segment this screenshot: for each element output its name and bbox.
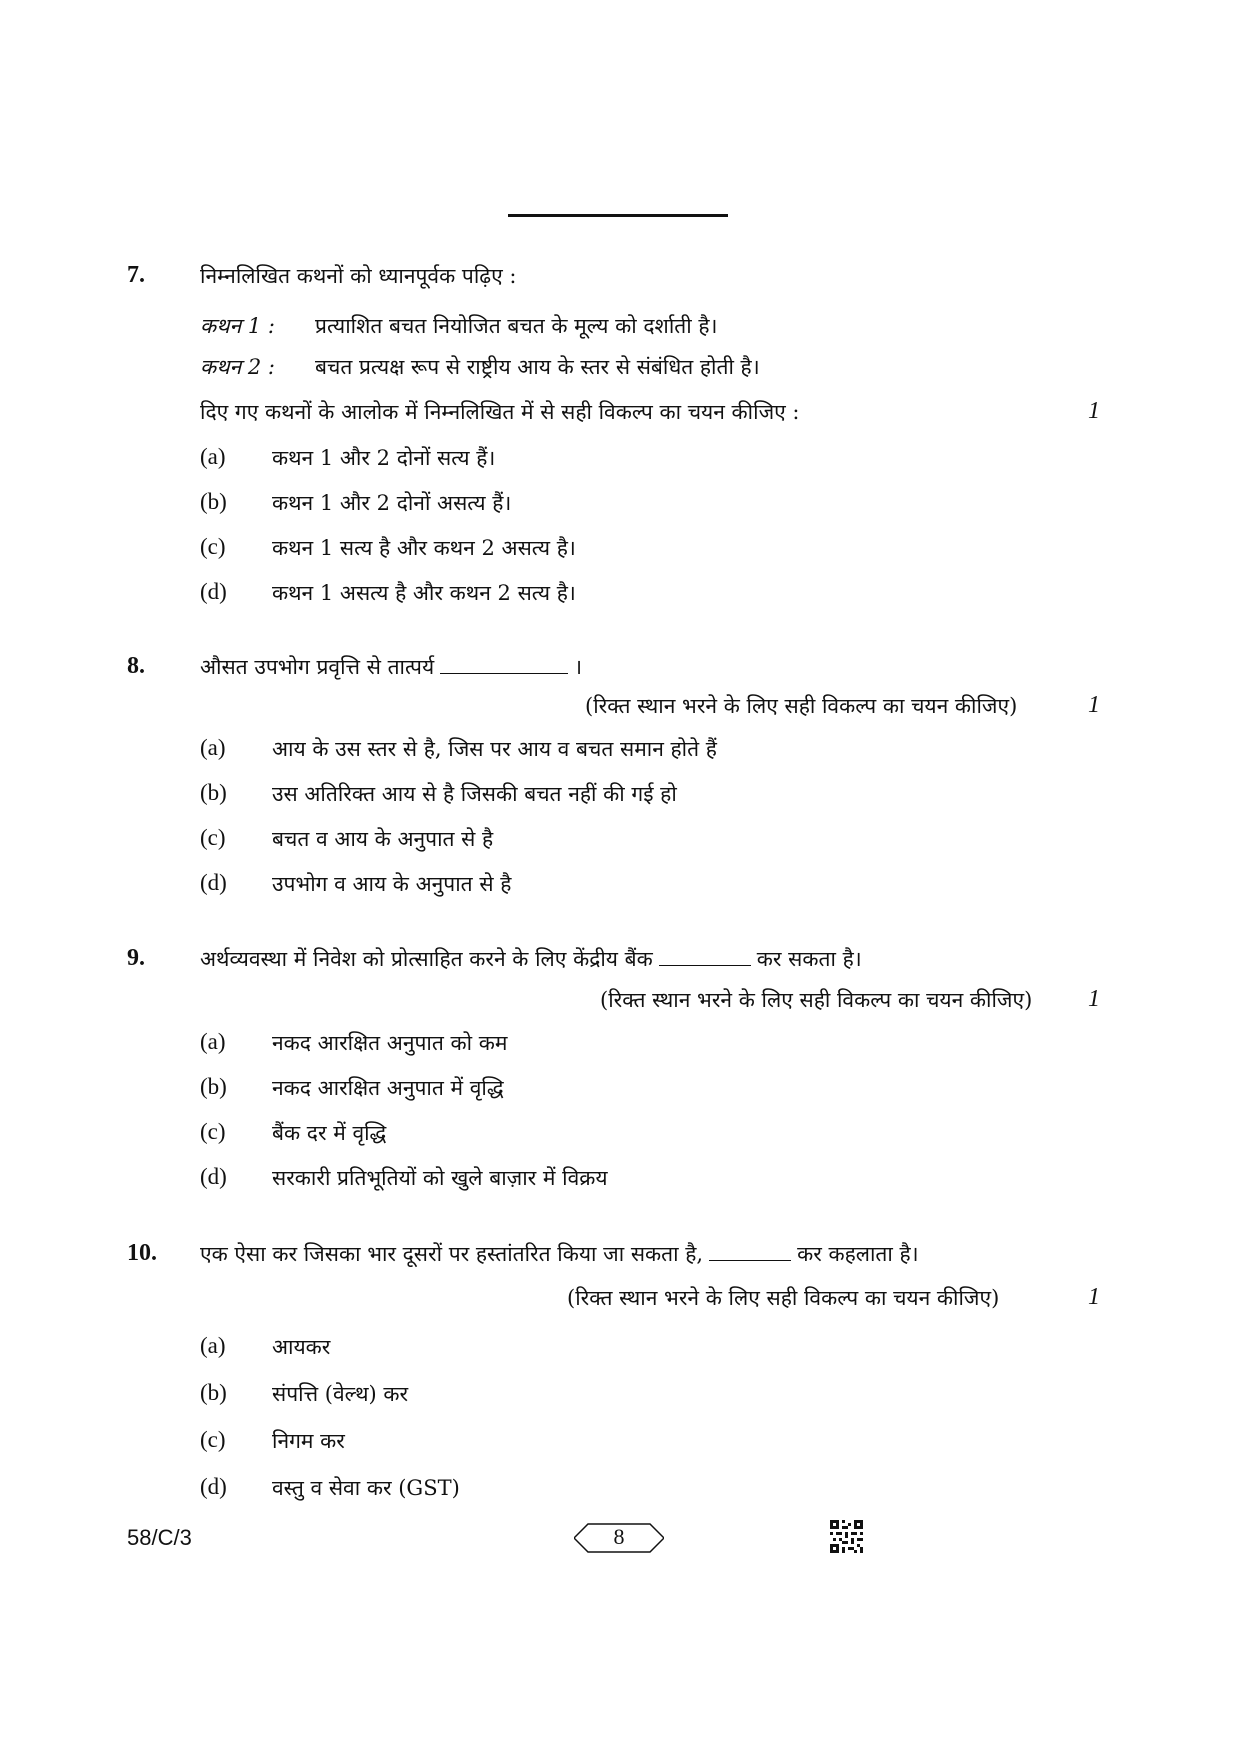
statement-1-text: प्रत्याशित बचत नियोजित बचत के मूल्य को दर्शाती है। bbox=[315, 314, 718, 338]
question-8-prompt-before: औसत उपभोग प्रवृत्ति से तात्पर्य bbox=[200, 655, 435, 679]
question-8-option-b-text: उस अतिरिक्त आय से है जिसकी बचत नहीं की गई हो bbox=[272, 782, 677, 806]
question-9-option-a-label: (a) bbox=[200, 1029, 226, 1054]
question-8-option-c-text: बचत व आय के अनुपात से है bbox=[272, 827, 494, 851]
question-9-instruction: (रिक्त स्थान भरने के लिए सही विकल्प का चयन कीजिए) bbox=[600, 988, 1033, 1012]
question-7-option-b-label: (b) bbox=[200, 489, 227, 514]
question-8-instruction: (रिक्त स्थान भरने के लिए सही विकल्प का चयन कीजिए) bbox=[585, 694, 1018, 718]
question-7-option-c-label: (c) bbox=[200, 534, 226, 559]
question-9-option-d-label: (d) bbox=[200, 1164, 227, 1189]
question-7-option-d-label: (d) bbox=[200, 579, 227, 604]
question-10-option-b-label: (b) bbox=[200, 1380, 227, 1405]
question-9-prompt-before: अर्थव्यवस्था में निवेश को प्रोत्साहित करने के लिए केंद्रीय बैंक bbox=[200, 947, 653, 971]
question-10-option-c-text: निगम कर bbox=[272, 1429, 345, 1453]
question-9-prompt-after: कर सकता है। bbox=[756, 947, 862, 971]
question-7-number: 7. bbox=[127, 262, 145, 288]
question-8-prompt bbox=[200, 653, 582, 681]
page-number: 8 bbox=[613, 1524, 625, 1549]
qr-code-icon bbox=[830, 1520, 863, 1553]
question-7-instruction: दिए गए कथनों के आलोक में निम्नलिखित में से सही विकल्प का चयन कीजिए : bbox=[200, 400, 800, 424]
answer-blank bbox=[440, 655, 568, 674]
question-8-option-a-text: आय के उस स्तर से है, जिस पर आय व बचत समान होते हैं bbox=[272, 737, 717, 761]
question-8-option-c-label: (c) bbox=[200, 825, 226, 850]
question-7-option-a-text: कथन 1 और 2 दोनों सत्य हैं। bbox=[272, 446, 496, 470]
question-7-option-c-text: कथन 1 सत्य है और कथन 2 असत्य है। bbox=[272, 536, 576, 560]
question-10-option-d-text: वस्तु व सेवा कर (GST) bbox=[272, 1476, 460, 1500]
question-9-option-c-label: (c) bbox=[200, 1119, 226, 1144]
question-7-option-b-text: कथन 1 और 2 दोनों असत्य हैं। bbox=[272, 491, 512, 515]
question-9-option-b-label: (b) bbox=[200, 1074, 227, 1099]
question-7-option-a-label: (a) bbox=[200, 444, 226, 469]
question-10-marks: 1 bbox=[1088, 1284, 1100, 1310]
question-10-prompt-before: एक ऐसा कर जिसका भार दूसरों पर हस्तांतरित किया जा सकता है, bbox=[200, 1242, 704, 1266]
top-divider bbox=[508, 214, 728, 217]
paper-code: 58/C/3 bbox=[127, 1525, 192, 1550]
question-10-option-a-text: आयकर bbox=[272, 1335, 331, 1359]
question-8-prompt-after: । bbox=[574, 655, 583, 679]
question-8-marks: 1 bbox=[1088, 692, 1100, 718]
question-8-option-a-label: (a) bbox=[200, 735, 226, 760]
question-9-marks: 1 bbox=[1088, 986, 1100, 1012]
question-8-number: 8. bbox=[127, 653, 145, 679]
question-8-option-b-label: (b) bbox=[200, 780, 227, 805]
question-9-prompt bbox=[200, 945, 862, 973]
question-9-option-c-text: बैंक दर में वृद्धि bbox=[272, 1121, 387, 1145]
question-10-option-a-label: (a) bbox=[200, 1333, 226, 1358]
question-9-number: 9. bbox=[127, 945, 145, 971]
statement-2-text: बचत प्रत्यक्ष रूप से राष्ट्रीय आय के स्तर से संबंधित होती है। bbox=[315, 355, 760, 379]
question-7-option-d-text: कथन 1 असत्य है और कथन 2 सत्य है। bbox=[272, 581, 576, 605]
question-10-option-b-text: संपत्ति (वेल्थ) कर bbox=[272, 1382, 409, 1406]
question-8-option-d-label: (d) bbox=[200, 870, 227, 895]
question-10-option-c-label: (c) bbox=[200, 1427, 226, 1452]
question-10-prompt bbox=[200, 1240, 919, 1268]
question-10-option-d-label: (d) bbox=[200, 1474, 227, 1499]
question-10-number: 10. bbox=[127, 1240, 157, 1266]
question-9-option-a-text: नकद आरक्षित अनुपात को कम bbox=[272, 1031, 508, 1055]
question-7-marks: 1 bbox=[1088, 398, 1100, 424]
question-9-option-d-text: सरकारी प्रतिभूतियों को खुले बाज़ार में विक्रय bbox=[272, 1166, 608, 1190]
answer-blank bbox=[709, 1242, 791, 1261]
question-10-instruction: (रिक्त स्थान भरने के लिए सही विकल्प का चयन कीजिए) bbox=[567, 1286, 1000, 1310]
answer-blank bbox=[659, 947, 751, 966]
question-8-option-d-text: उपभोग व आय के अनुपात से है bbox=[272, 872, 512, 896]
statement-2-label: कथन 2 : bbox=[200, 355, 275, 379]
question-9-option-b-text: नकद आरक्षित अनुपात में वृद्धि bbox=[272, 1076, 504, 1100]
question-10-prompt-after: कर कहलाता है। bbox=[797, 1242, 919, 1266]
statement-1-label: कथन 1 : bbox=[200, 314, 275, 338]
question-7-prompt: निम्नलिखित कथनों को ध्यानपूर्वक पढ़िए : bbox=[200, 264, 517, 288]
